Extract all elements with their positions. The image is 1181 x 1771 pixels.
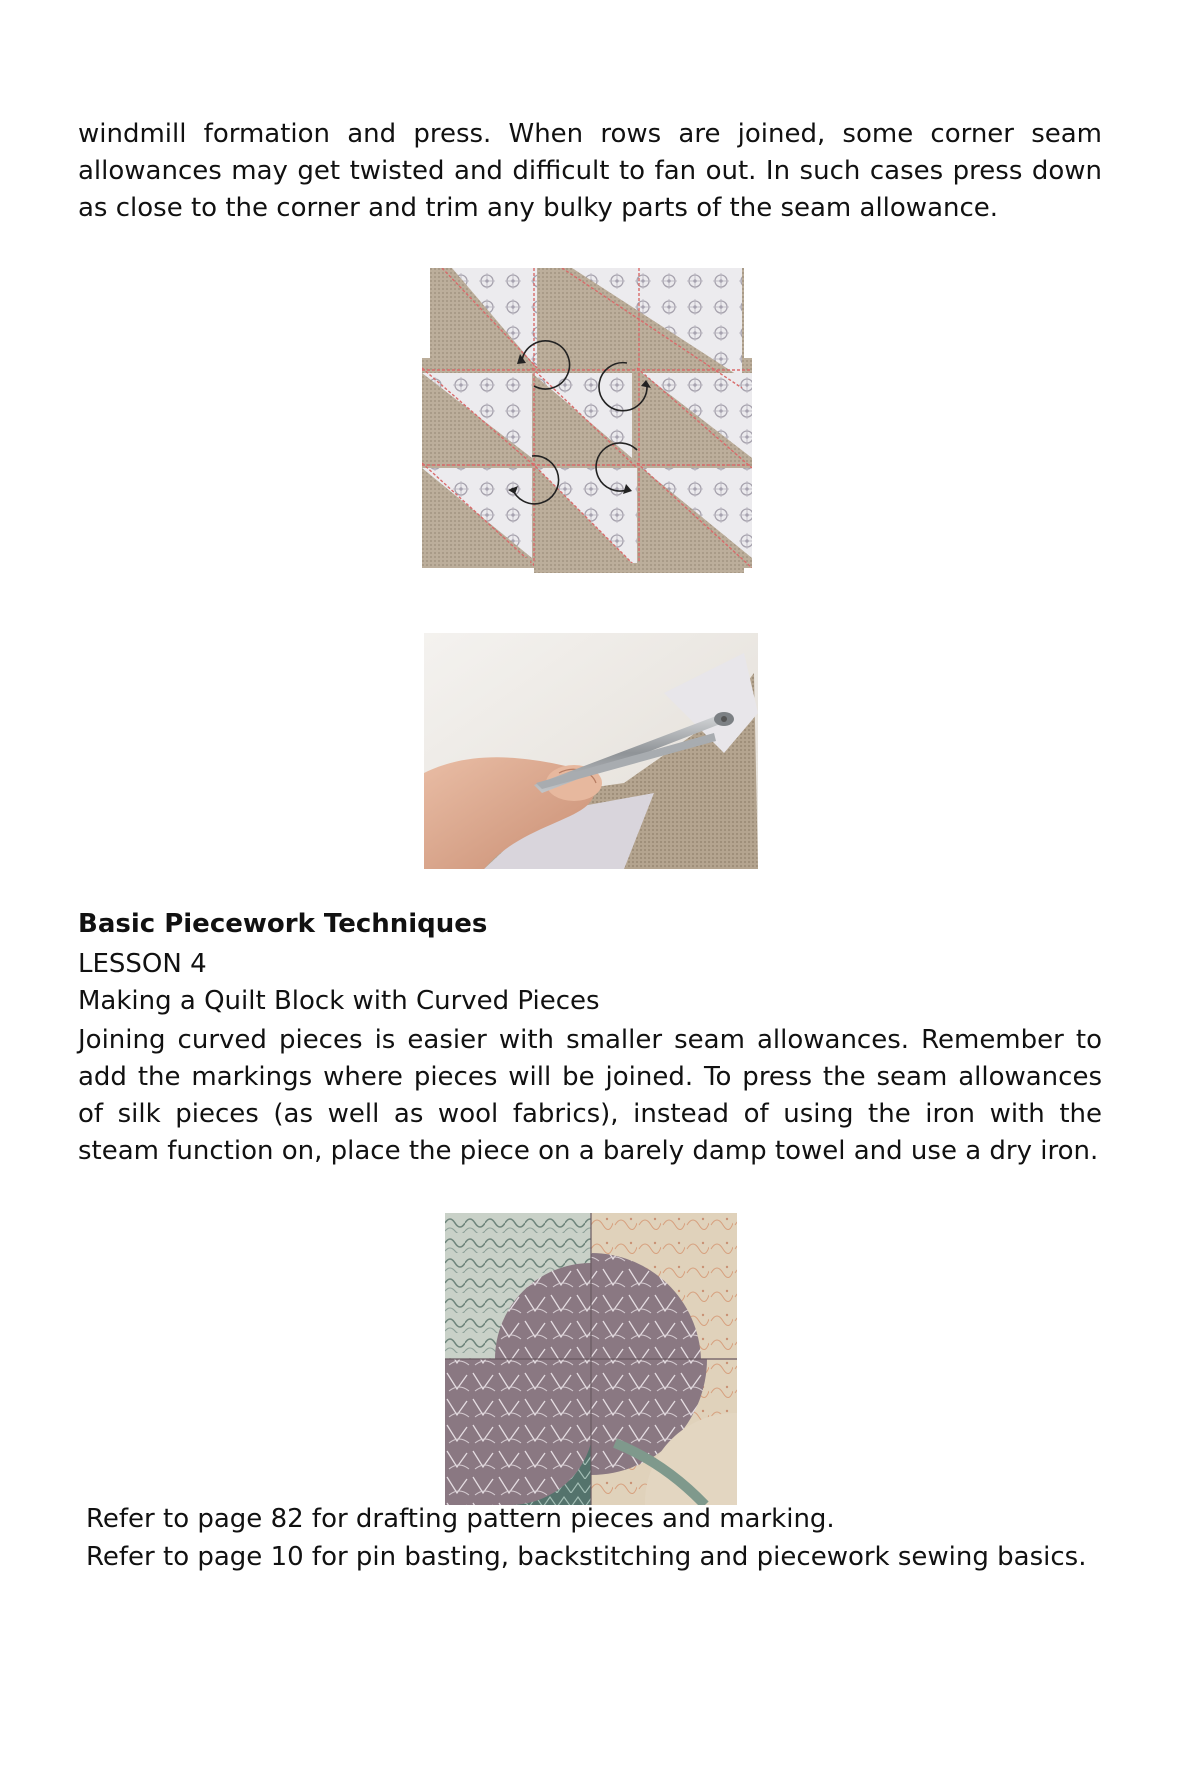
- lesson-subtitle: Making a Quilt Block with Curved Pieces: [78, 986, 600, 1016]
- intro-paragraph: windmill formation and press. When rows are joined, some corner seam allowances may get twisted and difficult to fan out. In such cases press down as close to the corner and trim any bulky parts of the seam allowance.: [78, 119, 1102, 223]
- section-heading: Basic Piecework Techniques: [78, 909, 488, 939]
- reference-line-1: Refer to page 82 for drafting pattern pieces and marking.: [86, 1504, 835, 1534]
- trimming-seam-photo: [424, 633, 758, 869]
- lesson-label: LESSON 4: [78, 949, 207, 979]
- reference-line-2: Refer to page 10 for pin basting, backstitching and piecework sewing basics.: [86, 1542, 1087, 1572]
- curved-quilt-block-photo: [445, 1213, 737, 1505]
- windmill-seams-photo: [422, 268, 752, 593]
- lesson-body-paragraph: Joining curved pieces is easier with smaller seam allowances. Remember to add the markings where pieces will be joined. To press the seam allowances of silk pieces (as well as wool fabrics), instead of using the iron with the steam function on, place the piece on a barely damp towel and use a dry iron.: [78, 1025, 1102, 1166]
